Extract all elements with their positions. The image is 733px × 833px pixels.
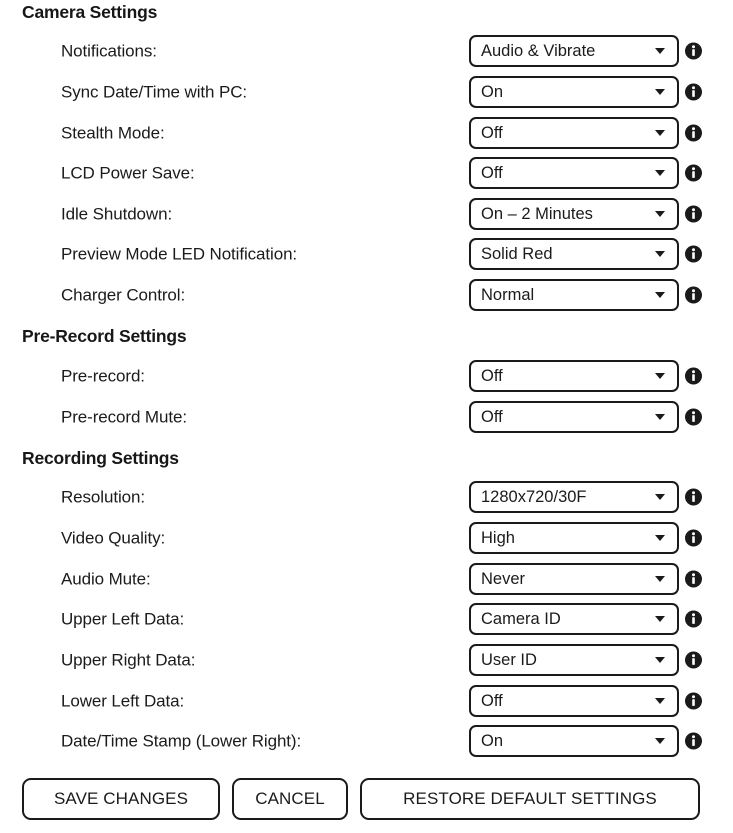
info-icon[interactable]: [685, 165, 702, 182]
setting-label: Upper Left Data:: [61, 609, 185, 629]
dropdown-selected-value: Off: [481, 124, 503, 142]
setting-dropdown[interactable]: [469, 35, 679, 67]
dropdown-selected-value: Off: [481, 408, 503, 426]
setting-dropdown[interactable]: [469, 238, 679, 270]
setting-row: [0, 157, 733, 189]
setting-label: Preview Mode LED Notification:: [61, 244, 298, 264]
chevron-down-icon[interactable]: [655, 576, 665, 582]
setting-dropdown[interactable]: [469, 76, 679, 108]
info-icon[interactable]: [685, 84, 702, 101]
section-heading: Recording Settings: [22, 448, 179, 468]
dropdown-selected-value: Camera ID: [481, 610, 561, 628]
setting-label: Notifications:: [61, 41, 157, 61]
restore-default-settings-button[interactable]: RESTORE DEFAULT SETTINGS: [360, 778, 700, 820]
setting-row: [0, 238, 733, 270]
dropdown-selected-value: High: [481, 529, 515, 547]
chevron-down-icon[interactable]: [655, 657, 665, 663]
info-icon[interactable]: [685, 206, 702, 223]
setting-label: Date/Time Stamp (Lower Right):: [61, 731, 302, 751]
setting-dropdown[interactable]: [469, 117, 679, 149]
setting-label: Pre-record:: [61, 366, 145, 386]
chevron-down-icon[interactable]: [655, 738, 665, 744]
info-icon[interactable]: [685, 246, 702, 263]
dropdown-selected-value: Off: [481, 692, 503, 710]
dropdown-selected-value: Normal: [481, 286, 535, 304]
chevron-down-icon[interactable]: [655, 698, 665, 704]
chevron-down-icon[interactable]: [655, 292, 665, 298]
setting-dropdown[interactable]: [469, 603, 679, 635]
setting-row: [0, 117, 733, 149]
dropdown-selected-value: On: [481, 83, 504, 101]
info-icon[interactable]: [685, 571, 702, 588]
info-icon[interactable]: [685, 530, 702, 547]
setting-label: Upper Right Data:: [61, 650, 196, 670]
dropdown-selected-value: On – 2 Minutes: [481, 205, 593, 223]
dropdown-selected-value: On: [481, 732, 504, 750]
setting-label: Lower Left Data:: [61, 691, 185, 711]
setting-row: [0, 279, 733, 311]
setting-row: [0, 522, 733, 554]
chevron-down-icon[interactable]: [655, 251, 665, 257]
setting-label: Stealth Mode:: [61, 123, 165, 143]
info-icon[interactable]: [685, 368, 702, 385]
setting-row: [0, 35, 733, 67]
dropdown-selected-value: Off: [481, 164, 503, 182]
setting-row: [0, 198, 733, 230]
setting-dropdown[interactable]: [469, 522, 679, 554]
setting-label: LCD Power Save:: [61, 163, 195, 183]
cancel-button[interactable]: CANCEL: [232, 778, 348, 820]
info-icon[interactable]: [685, 409, 702, 426]
info-icon[interactable]: [685, 611, 702, 628]
setting-label: Charger Control:: [61, 285, 186, 305]
setting-row: [0, 481, 733, 513]
setting-label: Pre-record Mute:: [61, 407, 187, 427]
chevron-down-icon[interactable]: [655, 211, 665, 217]
setting-dropdown[interactable]: [469, 360, 679, 392]
setting-label: Idle Shutdown:: [61, 204, 173, 224]
save-changes-button[interactable]: SAVE CHANGES: [22, 778, 220, 820]
chevron-down-icon[interactable]: [655, 616, 665, 622]
section-heading: Pre-Record Settings: [22, 326, 187, 346]
setting-row: [0, 685, 733, 717]
setting-label: Resolution:: [61, 487, 145, 507]
setting-dropdown[interactable]: [469, 279, 679, 311]
setting-dropdown[interactable]: [469, 157, 679, 189]
info-icon[interactable]: [685, 652, 702, 669]
setting-dropdown[interactable]: [469, 644, 679, 676]
chevron-down-icon[interactable]: [655, 414, 665, 420]
setting-row: [0, 401, 733, 433]
dropdown-selected-value: Audio & Vibrate: [481, 42, 596, 60]
button-bar: [0, 778, 733, 820]
info-icon[interactable]: [685, 693, 702, 710]
setting-row: [0, 360, 733, 392]
chevron-down-icon[interactable]: [655, 373, 665, 379]
setting-dropdown[interactable]: [469, 401, 679, 433]
info-icon[interactable]: [685, 733, 702, 750]
chevron-down-icon[interactable]: [655, 535, 665, 541]
dropdown-selected-value: Never: [481, 570, 526, 588]
setting-row: [0, 76, 733, 108]
setting-label: Audio Mute:: [61, 569, 151, 589]
chevron-down-icon[interactable]: [655, 130, 665, 136]
setting-row: [0, 563, 733, 595]
setting-dropdown[interactable]: [469, 481, 679, 513]
dropdown-selected-value: User ID: [481, 651, 537, 669]
dropdown-selected-value: Off: [481, 367, 503, 385]
setting-row: [0, 603, 733, 635]
setting-dropdown[interactable]: [469, 725, 679, 757]
setting-dropdown[interactable]: [469, 685, 679, 717]
setting-row: [0, 725, 733, 757]
setting-dropdown[interactable]: [469, 198, 679, 230]
setting-label: Video Quality:: [61, 528, 166, 548]
info-icon[interactable]: [685, 43, 702, 60]
setting-row: [0, 644, 733, 676]
info-icon[interactable]: [685, 489, 702, 506]
setting-dropdown[interactable]: [469, 563, 679, 595]
chevron-down-icon[interactable]: [655, 89, 665, 95]
dropdown-selected-value: Solid Red: [481, 245, 553, 263]
chevron-down-icon[interactable]: [655, 48, 665, 54]
dropdown-selected-value: 1280x720/30F: [481, 488, 587, 506]
chevron-down-icon[interactable]: [655, 170, 665, 176]
section-heading: Camera Settings: [22, 2, 158, 22]
info-icon[interactable]: [685, 125, 702, 142]
info-icon[interactable]: [685, 287, 702, 304]
chevron-down-icon[interactable]: [655, 494, 665, 500]
setting-label: Sync Date/Time with PC:: [61, 82, 248, 102]
